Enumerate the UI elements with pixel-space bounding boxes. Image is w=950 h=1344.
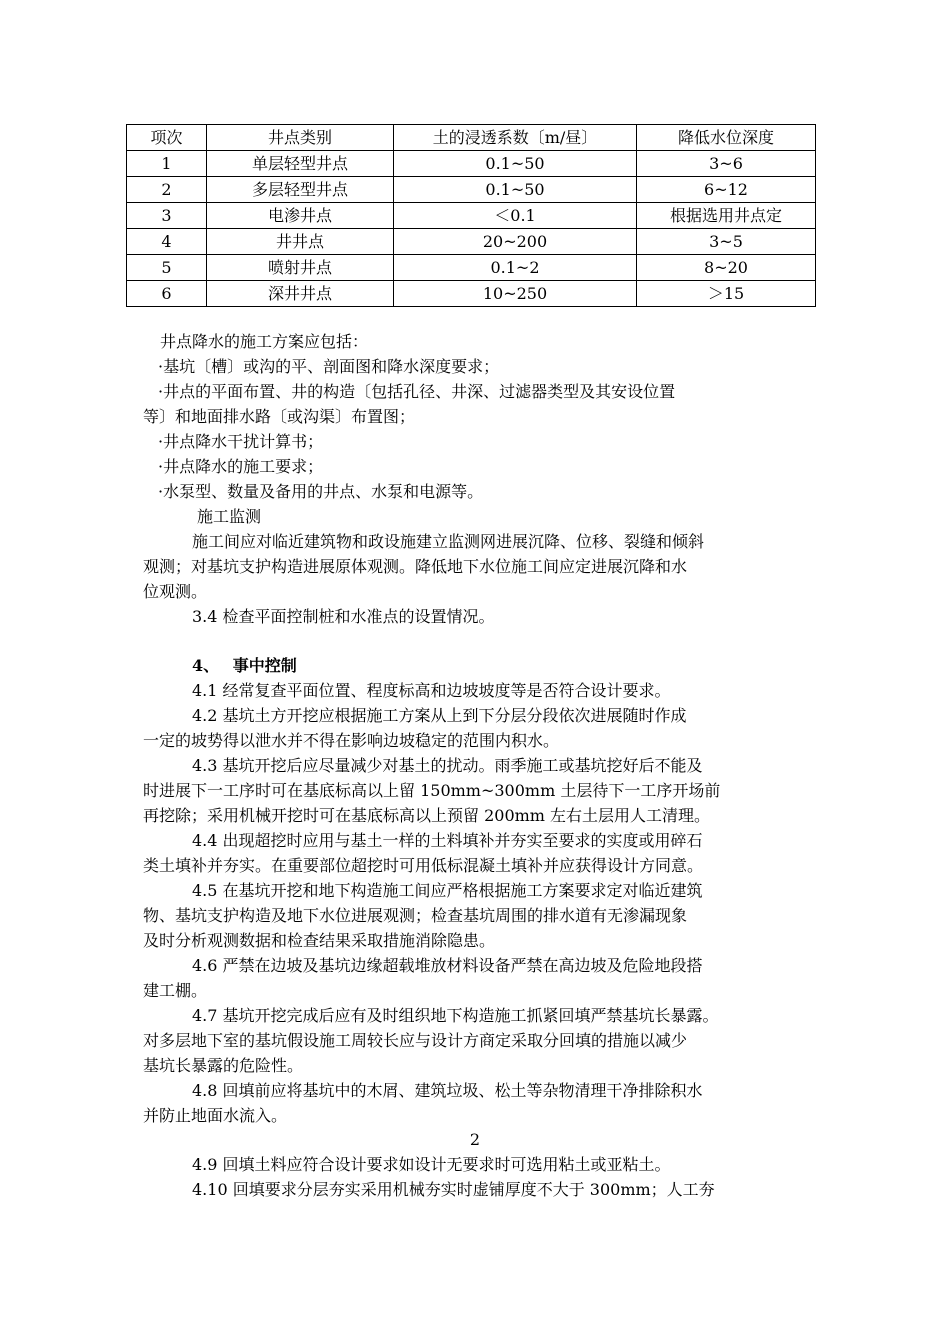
text-line: 4.5 在基坑开挖和地下构造施工间应严格根据施工方案要求定对临近建筑	[192, 881, 703, 900]
header-well-type: 井点类别	[207, 125, 394, 151]
table-cell: 3~6	[637, 151, 816, 177]
table-cell: 2	[127, 177, 207, 203]
table-cell: 20~200	[394, 229, 637, 255]
text-line: 再挖除；采用机械开挖时可在基底标高以上预留 200mm 左右土层用人工清理。	[143, 806, 711, 825]
text-line: 4.2 基坑土方开挖应根据施工方案从上到下分层分段依次进展随时作成	[192, 706, 687, 725]
text-line: 3.4 检查平面控制桩和水准点的设置情况。	[192, 607, 495, 626]
text-line: 施工间应对临近建筑物和政设施建立监测网进展沉降、位移、裂缝和倾斜	[192, 532, 705, 551]
text-line: 位观测。	[143, 582, 208, 601]
text-line: ·井点降水干扰计算书；	[158, 432, 324, 451]
table-cell: 3~5	[637, 229, 816, 255]
table-cell: 6~12	[637, 177, 816, 203]
text-line: 4.9 回填土料应符合设计要求如设计无要求时可选用粘土或亚粘土。	[192, 1155, 671, 1174]
section-heading: 4、 事中控制	[192, 656, 297, 675]
text-line: 4.4 出现超挖时应用与基土一样的土料填补并夯实至要求的实度或用碎石	[192, 831, 703, 850]
text-line: 等〕和地面排水路〔或沟渠〕布置图；	[143, 407, 416, 426]
table-row	[127, 229, 816, 255]
table-cell: 多层轻型井点	[207, 177, 394, 203]
table-header-row	[127, 125, 816, 151]
text-line: ·井点降水的施工要求；	[158, 457, 324, 476]
header-item-no: 项次	[127, 125, 207, 151]
text-line: 4.6 严禁在边坡及基坑边缘超载堆放材料设备严禁在高边坡及危险地段搭	[192, 956, 703, 975]
table-cell: 井井点	[207, 229, 394, 255]
table-row	[127, 177, 816, 203]
text-line: 一定的坡势得以泄水并不得在影响边坡稳定的范围内积水。	[143, 731, 560, 750]
text-line: 4.10 回填要求分层夯实采用机械夯实时虚铺厚度不大于 300mm；人工夯	[192, 1180, 715, 1199]
header-depth: 降低水位深度	[637, 125, 816, 151]
table-cell: 8~20	[637, 255, 816, 281]
table-cell: ＞15	[637, 281, 816, 307]
text-line: 并防止地面水流入。	[143, 1106, 288, 1125]
text-line: 时进展下一工序时可在基底标高以上留 150mm~300mm 土层待下一工序开场前	[143, 781, 721, 800]
table-cell: 0.1~2	[394, 255, 637, 281]
text-line: ·井点的平面布置、井的构造〔包括孔径、井深、过滤器类型及其安设位置	[158, 382, 676, 401]
text-line: 4.7 基坑开挖完成后应有及时组织地下构造施工抓紧回填严禁基坑长暴露。	[192, 1006, 719, 1025]
text-line: ·水泵型、数量及备用的井点、水泵和电源等。	[158, 482, 484, 501]
table-cell: 0.1~50	[394, 177, 637, 203]
table-cell: ＜0.1	[394, 203, 637, 229]
table-cell: 深井井点	[207, 281, 394, 307]
well-point-table	[126, 124, 816, 307]
table-row	[127, 203, 816, 229]
table-cell: 喷射井点	[207, 255, 394, 281]
table-cell: 3	[127, 203, 207, 229]
table-cell: 5	[127, 255, 207, 281]
text-line: 4.8 回填前应将基坑中的木屑、建筑垃圾、松土等杂物清理干净排除积水	[192, 1081, 703, 1100]
table-cell: 单层轻型井点	[207, 151, 394, 177]
table-cell: 电渗井点	[207, 203, 394, 229]
table-row	[127, 151, 816, 177]
table-row	[127, 255, 816, 281]
section-heading: 施工监测	[197, 507, 262, 526]
page-number: 2	[469, 1130, 481, 1149]
header-permeability: 土的浸透系数〔m/昼〕	[394, 125, 637, 151]
text-line: 建工棚。	[143, 981, 208, 1000]
text-line: ·基坑〔槽〕或沟的平、剖面图和降水深度要求；	[158, 357, 500, 376]
text-line: 观测；对基坑支护构造进展原体观测。降低地下水位施工间应定进展沉降和水	[143, 557, 688, 576]
table-row	[127, 281, 816, 307]
table-cell: 4	[127, 229, 207, 255]
text-line: 及时分析观测数据和检查结果采取措施消除隐患。	[143, 931, 496, 950]
text-line: 基坑长暴露的危险性。	[143, 1056, 304, 1075]
table-cell: 6	[127, 281, 207, 307]
table-cell: 1	[127, 151, 207, 177]
text-line: 类土填补并夯实。在重要部位超挖时可用低标混凝土填补并应获得设计方同意。	[143, 856, 704, 875]
table-cell: 0.1~50	[394, 151, 637, 177]
table-cell: 根据选用井点定	[637, 203, 816, 229]
text-line: 井点降水的施工方案应包括：	[160, 332, 369, 351]
text-line: 4.1 经常复查平面位置、程度标高和边坡坡度等是否符合设计要求。	[192, 681, 671, 700]
text-line: 物、基坑支护构造及地下水位进展观测；检查基坑周围的排水道有无渗漏现象	[143, 906, 688, 925]
text-line: 对多层地下室的基坑假设施工周较长应与设计方商定采取分回填的措施以减少	[143, 1031, 688, 1050]
text-line: 4.3 基坑开挖后应尽量减少对基土的扰动。雨季施工或基坑挖好后不能及	[192, 756, 703, 775]
table-cell: 10~250	[394, 281, 637, 307]
